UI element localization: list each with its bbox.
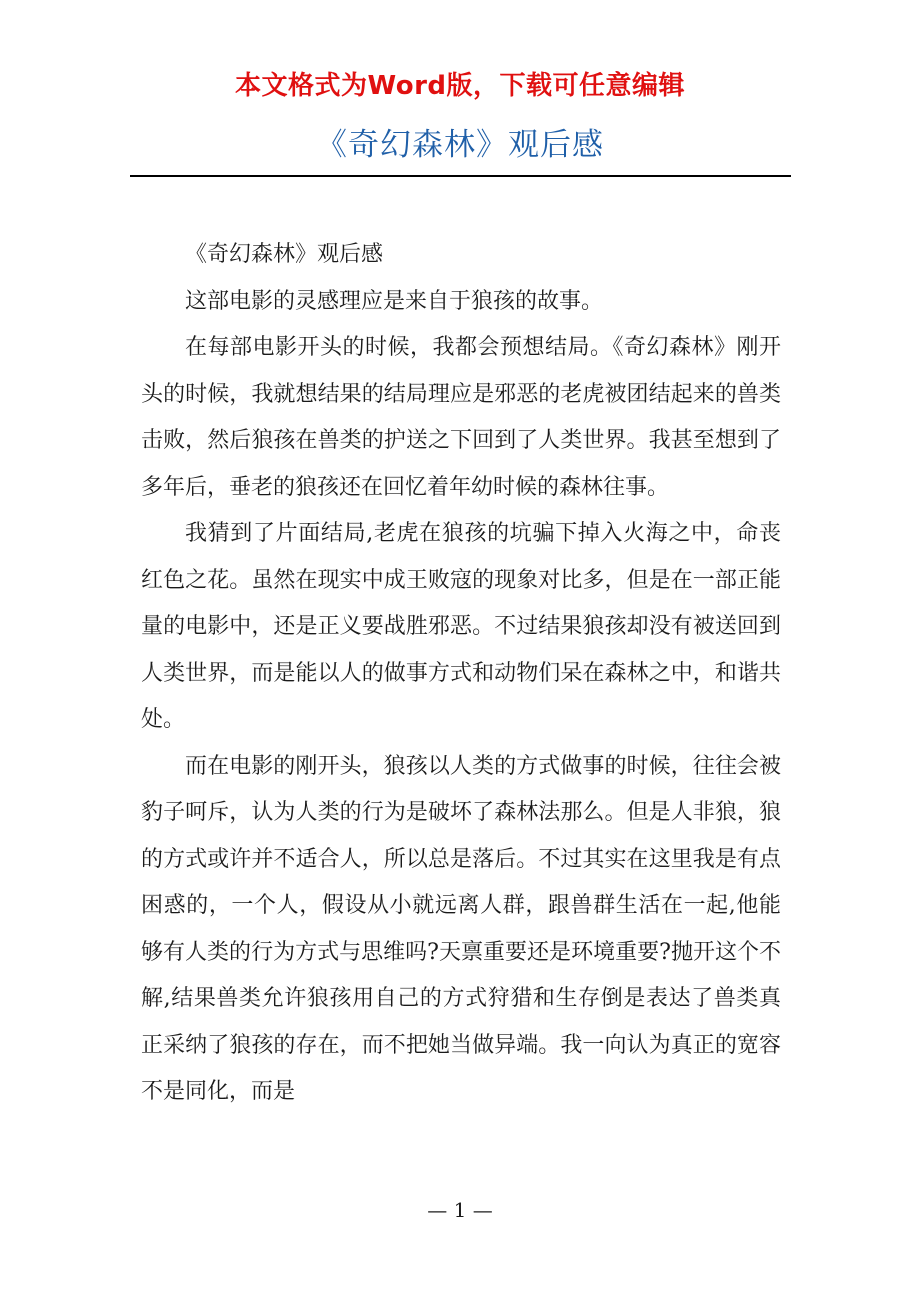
body-paragraph: 我猜到了片面结局,老虎在狼孩的坑骗下掉入火海之中，命丧红色之花。虽然在现实中成王败寇的现象对比多，但是在一部正能量的电影中，还是正义要战胜邪恶。不过结果狼孩却没有被送回到人类世界，而是能以人的做事方式和动物们呆在森林之中，和谐共处。 xyxy=(141,521,781,732)
document-title: 《奇幻森林》观后感 xyxy=(316,127,604,163)
body-paragraph: 这部电影的灵感理应是来自于狼孩的故事。 xyxy=(185,288,604,314)
document-body xyxy=(141,232,781,1116)
body-paragraph: 在每部电影开头的时候，我都会预想结局。《奇幻森林》刚开头的时候，我就想结果的结局理应是邪恶的老虎被团结起来的兽类击败，然后狼孩在兽类的护送之下回到了人类世界。我甚至想到了多年后，垂老的狼孩还在回忆着年幼时候的森林往事。 xyxy=(141,335,781,500)
body-paragraph: 而在电影的刚开头，狼孩以人类的方式做事的时候，往往会被豹子呵斥，认为人类的行为是破坏了森林法那么。但是人非狼，狼的方式或许并不适合人，所以总是落后。不过其实在这里我是有点困惑的，一个人，假设从小就远离人群，跟兽群生活在一起,他能够有人类的行为方式与思维吗?天禀重要还是环境重要?抛开这个不解,结果兽类允许狼孩用自己的方式狩猎和生存倒是表达了兽类真正采纳了狼孩的存在，而不把她当做异端。我一向认为真正的宽容不是同化，而是 xyxy=(141,753,781,1104)
body-paragraph: 《奇幻森林》观后感 xyxy=(185,242,384,267)
title-divider xyxy=(130,175,791,177)
page-number: — 1 — xyxy=(427,1198,493,1222)
format-notice-banner: 本文格式为Word版，下载可任意编辑 xyxy=(234,71,686,101)
